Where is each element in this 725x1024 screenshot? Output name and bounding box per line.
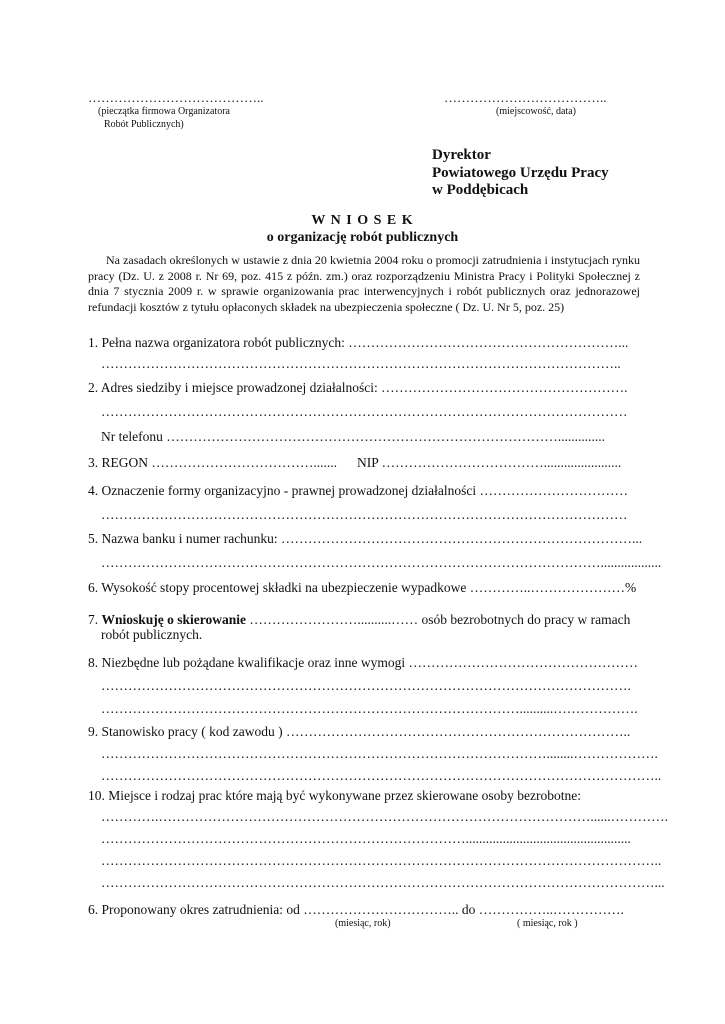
field-7-request[interactable] [88, 611, 648, 628]
field-10-continuation-2[interactable]: ………………………………………………………………………................................................. [101, 831, 631, 846]
place-date-caption: (miejscowość, data) [496, 106, 576, 117]
field-3-regon[interactable]: 3. REGON ………………………………....... [88, 455, 337, 470]
field-10-continuation-3[interactable]: …………………………………………………………………………………………………………….. [101, 853, 662, 868]
field-7-number: 7. [88, 612, 99, 627]
field-8-continuation-2[interactable]: …………………………………………………………………………………..........………………. [101, 701, 638, 716]
place-date-dots[interactable]: ……………………………….. [444, 90, 607, 105]
field-1-continuation[interactable]: …………………………………………………………………………………………………….. [101, 356, 621, 371]
field-5-bank-account[interactable]: 5. Nazwa banku i numer rachunku: ……………………………………………………………………... [88, 531, 643, 546]
field-7-bold-label: Wnioskuję o skierowanie [101, 612, 247, 627]
field-4-continuation[interactable]: ……………………………………………………………………………………………………… [101, 507, 628, 522]
field-3-nip[interactable]: NIP ………………………………....................... [357, 455, 622, 470]
addressee-line-3: w Poddębicach [432, 182, 529, 198]
field-1-organizer-name[interactable]: 1. Pełna nazwa organizatora robót publicznych: ……………………………………………………... [88, 335, 629, 350]
field-4-legal-form[interactable]: 4. Oznaczenie formy organizacyjno - prawnej prowadzonej działalności …………………………… [88, 483, 628, 498]
field-6-accident-rate[interactable]: 6. Wysokość stopy procentowej składki na ubezpieczenie wypadkowe …………..…………………% [88, 580, 637, 595]
document-title: W N I O S E K [311, 213, 414, 228]
intro-paragraph: Na zasadach określonych w ustawie z dnia 20 kwietnia 2004 roku o promocji zatrudnienia i instytucjach rynku pracy (Dz. U. z 2008 r. Nr 69, poz. 415 z późn. zm.) oraz rozporządzeniu Ministra Pracy i Polityki Społecznej z dnia 7 stycznia 2009 r. w sprawie organizowania prac interwencyjnych i robót publicznych oraz jednorazowej refundacji kosztów z tytułu opłaconych składek na ubezpieczenia społeczne ( Dz. U. Nr 5, poz. 25) [88, 253, 640, 314]
field-10-continuation-1[interactable]: ………….……………………………………………………………………………………......…………. [101, 809, 668, 824]
field-8-continuation-1[interactable]: ………………………………………………………………………………………………………. [101, 678, 631, 693]
field-10-work-place: 10. Miejsce i rodzaj prac które mają być wykonywane przez skierowane osoby bezrobotne: [88, 788, 581, 803]
field-11-to-caption: ( miesiąc, rok ) [517, 918, 578, 929]
field-2-address[interactable]: 2. Adres siedziby i miejsce prowadzonej działalności: ………………………………………………. [88, 380, 628, 395]
stamp-caption-1: (pieczątka firmowa Organizatora [98, 106, 230, 117]
field-10-continuation-4[interactable]: ……………………………………………………………………………………………………………... [101, 875, 665, 890]
field-9-position[interactable]: 9. Stanowisko pracy ( kod zawodu ) ………………………………………………………………….. [88, 724, 631, 739]
addressee-line-2: Powiatowego Urzędu Pracy [432, 165, 609, 181]
field-11-employment-period[interactable]: 6. Proponowany okres zatrudnienia: od …………………………….. do ……………..……………. [88, 902, 624, 917]
field-11-from-caption: (miesiąc, rok) [335, 918, 391, 929]
stamp-dots[interactable]: ………………………………….. [88, 90, 264, 105]
field-9-continuation-2[interactable]: …………………………………………………………………………………………………………….. [101, 768, 662, 783]
document-subtitle: o organizację robót publicznych [266, 230, 459, 245]
field-2-phone[interactable]: Nr telefonu …………………………………………………………………………….............. [101, 429, 605, 444]
field-7-rest[interactable]: ……………………..........…… osób bezrobotnych do pracy w ramach [246, 612, 631, 627]
stamp-caption-2: Robót Publicznych) [104, 119, 184, 130]
field-7-continuation: robót publicznych. [101, 627, 203, 642]
field-8-qualifications[interactable]: 8. Niezbędne lub pożądane kwalifikacje oraz inne wymogi …………………………………………… [88, 655, 638, 670]
addressee-line-1: Dyrektor [432, 147, 491, 163]
field-5-continuation[interactable]: ………………………………………………………………………………………………….................. [101, 555, 662, 570]
field-9-continuation-1[interactable]: ………………………………………………………………………………………........………………. [101, 746, 658, 761]
field-2-continuation[interactable]: ……………………………………………………………………………………………………… [101, 404, 628, 419]
